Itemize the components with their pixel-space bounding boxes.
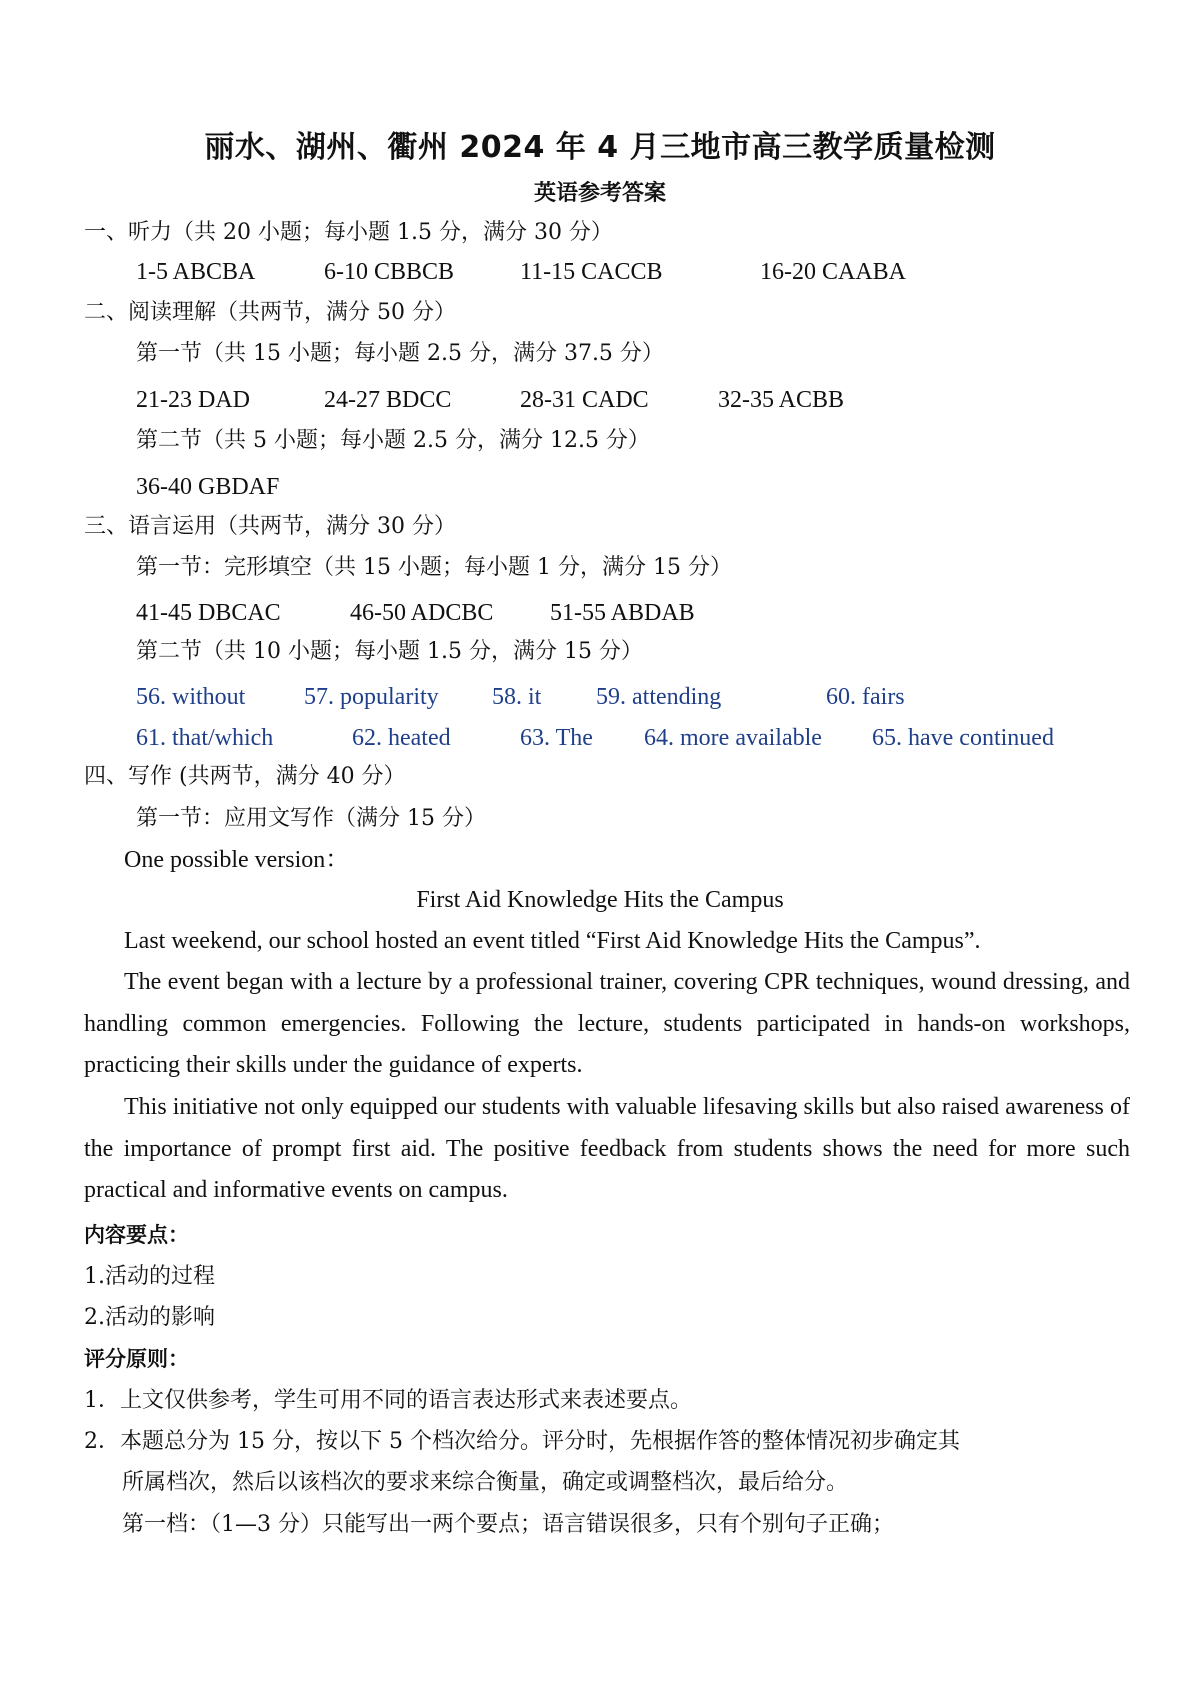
answer-group: 28-31 CADC [520,387,649,413]
essay-paragraph: The event began with a lecture by a professional trainer, covering CPR techniques, wound dressing, and handling common emergencies. Following the lecture, students participated in hands-on workshops, practicing their skills under the guidance of experts. [84,969,1130,1078]
answer-group: 41-45 DBCAC [136,600,281,626]
scoring-tier-1: 第一档：（1—3 分）只能写出一两个要点；语言错误很多，只有个别句子正确； [122,1512,894,1537]
fill-answer: 61. that/which [136,725,274,751]
scoring-item: 1．上文仅供参考，学生可用不同的语言表达形式来表述要点。 [84,1388,692,1413]
essay-title: First Aid Knowledge Hits the Campus [416,887,784,913]
key-point: 1.活动的过程 [84,1264,215,1289]
reading-part2-answers: 36-40 GBDAF [136,474,280,500]
reading-heading: 二、阅读理解（共两节，满分 50 分） [84,300,456,325]
grammar-fill-heading: 第二节（共 10 小题；每小题 1.5 分，满分 15 分） [136,639,643,664]
cloze-heading: 第一节：完形填空（共 15 小题；每小题 1 分，满分 15 分） [136,555,732,580]
fill-answer: 64. more available [644,725,822,751]
sample-label: One possible version： [124,847,350,873]
page-subtitle: 英语参考答案 [533,181,666,206]
scoring-item: 2．本题总分为 15 分，按以下 5 个档次给分。评分时，先根据作答的整体情况初步确定其 [84,1429,960,1454]
writing-heading: 四、写作 (共两节，满分 40 分） [84,764,406,789]
reading-part2-heading: 第二节（共 5 小题；每小题 2.5 分，满分 12.5 分） [136,428,650,453]
essay-paragraph: This initiative not only equipped our students with valuable lifesaving skills but also raised awareness of the importance of prompt first aid. The positive feedback from students shows the need for more such practical and informative events on campus. [84,1094,1130,1203]
answer-group: 16-20 CAABA [760,259,907,285]
fill-answer: 63. The [520,725,593,751]
language-use-heading: 三、语言运用（共两节，满分 30 分） [84,514,456,539]
grammar-fill-row-1 [0,682,1200,712]
page-title: 丽水、湖州、衢州 2024 年 4 月三地市高三教学质量检测 [204,130,996,165]
fill-answer: 65. have continued [872,725,1054,751]
answer-group: 46-50 ADCBC [350,600,494,626]
scoring-item-continuation: 所属档次，然后以该档次的要求来综合衡量，确定或调整档次，最后给分。 [122,1470,849,1495]
writing-part1-heading: 第一节：应用文写作（满分 15 分） [136,806,486,831]
fill-answer: 56. without [136,684,246,710]
listening-heading: 一、听力（共 20 小题；每小题 1.5 分，满分 30 分） [84,220,613,245]
answer-group: 24-27 BDCC [324,387,452,413]
fill-answer: 58. it [492,684,542,710]
answer-group: 21-23 DAD [136,387,250,413]
answer-group: 32-35 ACBB [718,387,845,413]
key-points-heading: 内容要点： [84,1223,189,1247]
answer-group: 51-55 ABDAB [550,600,695,626]
answer-group: 11-15 CACCB [520,259,663,285]
fill-answer: 59. attending [596,684,722,710]
fill-answer: 57. popularity [304,684,439,710]
reading-part1-heading: 第一节（共 15 小题；每小题 2.5 分，满分 37.5 分） [136,341,664,366]
scoring-heading: 评分原则： [84,1347,189,1371]
answer-group: 6-10 CBBCB [324,259,455,285]
cloze-answers-row [0,598,1200,628]
listening-answers-row [0,257,1200,287]
reading-part1-answers-row [0,385,1200,415]
answer-group: 1-5 ABCBA [136,259,256,285]
fill-answer: 62. heated [352,725,451,751]
fill-answer: 60. fairs [826,684,905,710]
grammar-fill-row-2 [0,723,1200,753]
essay-paragraph: Last weekend, our school hosted an event titled “First Aid Knowledge Hits the Campus”. [124,928,981,954]
key-point: 2.活动的影响 [84,1305,215,1330]
